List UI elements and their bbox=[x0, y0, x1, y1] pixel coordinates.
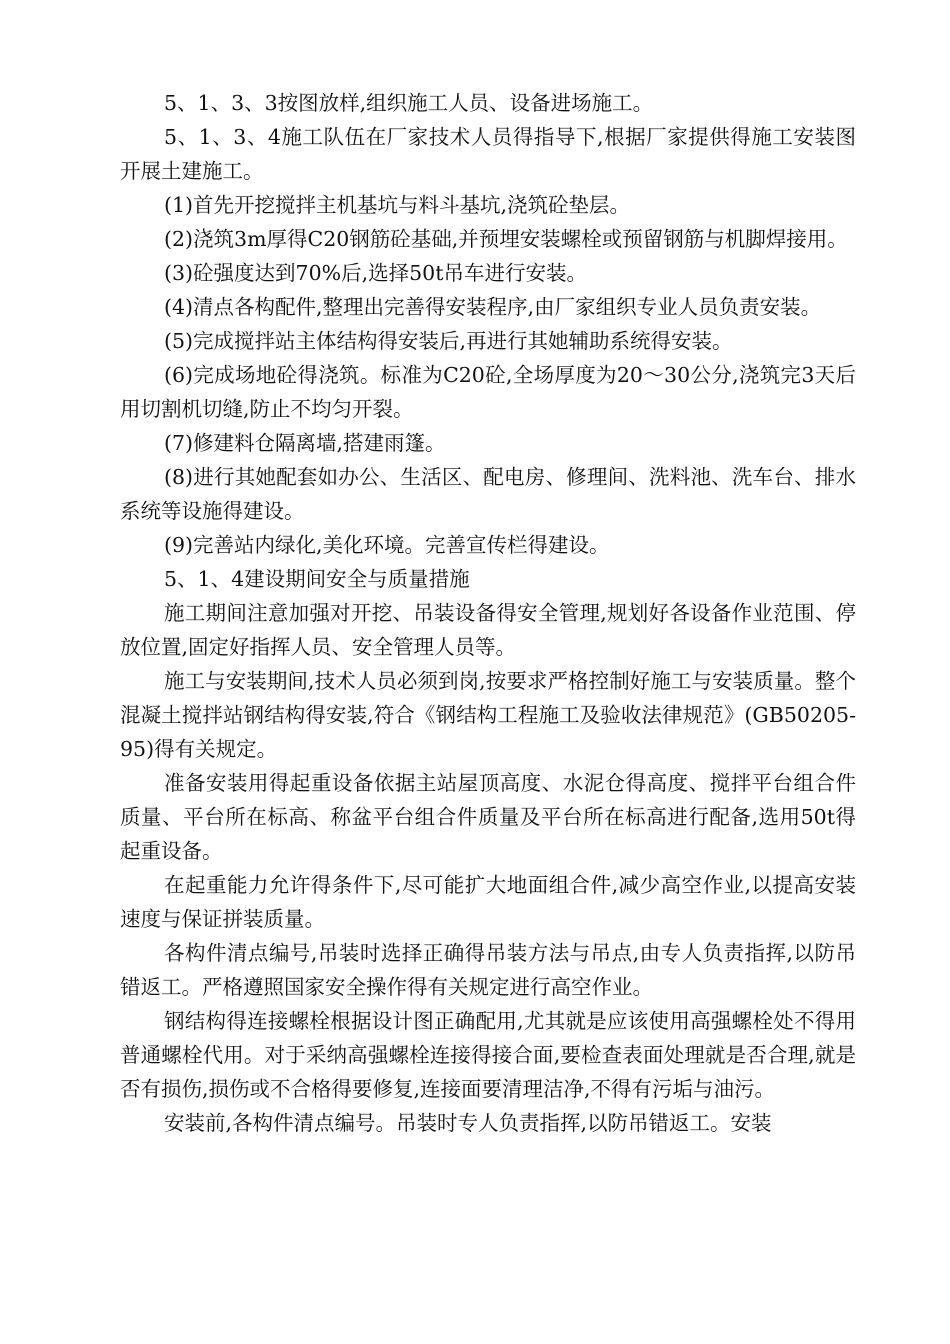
paragraph-item-1: (1)首先开挖搅拌主机基坑与料斗基坑,浇筑砼垫层。 bbox=[164, 193, 631, 217]
paragraph-item-2: (2)浇筑3m厚得C20钢筋砼基础,并预埋安装螺栓或预留钢筋与机脚焊接用。 bbox=[164, 227, 848, 251]
paragraph-component-numbering: 各构件清点编号,吊装时选择正确得吊装方法与吊点,由专人负责指挥,以防吊错返工。严格遵照国家安全操作得有关规定进行高空作业。 bbox=[120, 941, 856, 999]
paragraph-bolt-connection: 钢结构得连接螺栓根据设计图正确配用,尤其就是应该使用高强螺栓处不得用普通螺栓代用。对于采纳高强螺栓连接得接合面,要检查表面处理就是否合理,就是否有损伤,损伤或不合格得要修复,连接面要清理洁净,不得有污垢与油污。 bbox=[120, 1009, 856, 1101]
paragraph-quality-control: 施工与安装期间,技术人员必须到岗,按要求严格控制好施工与安装质量。整个混凝土搅拌站钢结构得安装,符合《钢结构工程施工及验收法律规范》(GB50205-95)得有关规定。 bbox=[120, 669, 856, 761]
section-heading-5-1-4: 5、1、4建设期间安全与质量措施 bbox=[164, 567, 470, 591]
paragraph-item-5: (5)完成搅拌站主体结构得安装后,再进行其她辅助系统得安装。 bbox=[164, 329, 733, 353]
paragraph-item-4: (4)清点各构配件,整理出完善得安装程序,由厂家组织专业人员负责安装。 bbox=[164, 295, 822, 319]
paragraph-item-3: (3)砼强度达到70%后,选择50t吊车进行安装。 bbox=[164, 261, 587, 285]
paragraph-step-5-1-3-3: 5、1、3、3按图放样,组织施工人员、设备进场施工。 bbox=[164, 91, 654, 115]
paragraph-item-9: (9)完善站内绿化,美化环境。完善宣传栏得建设。 bbox=[164, 533, 610, 557]
document-body bbox=[120, 86, 856, 1140]
paragraph-pre-installation: 安装前,各构件清点编号。吊装时专人负责指挥,以防吊错返工。安装 bbox=[164, 1111, 772, 1135]
paragraph-lifting-equipment: 准备安装用得起重设备依据主站屋顶高度、水泥仓得高度、搅拌平台组合件质量、平台所在标高、称盆平台组合件质量及平台所在标高进行配备,选用50t得起重设备。 bbox=[120, 771, 856, 863]
paragraph-item-7: (7)修建料仓隔离墙,搭建雨篷。 bbox=[164, 431, 446, 455]
paragraph-step-5-1-3-4: 5、1、3、4施工队伍在厂家技术人员得指导下,根据厂家提供得施工安装图开展土建施工。 bbox=[120, 125, 856, 183]
paragraph-item-8: (8)进行其她配套如办公、生活区、配电房、修理间、洗料池、洗车台、排水系统等设施得建设。 bbox=[120, 465, 856, 523]
paragraph-ground-assembly: 在起重能力允许得条件下,尽可能扩大地面组合件,减少高空作业,以提高安装速度与保证拼装质量。 bbox=[120, 873, 856, 931]
paragraph-item-6: (6)完成场地砼得浇筑。标准为C20砼,全场厚度为20～30公分,浇筑完3天后用切割机切缝,防止不均匀开裂。 bbox=[120, 363, 856, 421]
paragraph-safety-management: 施工期间注意加强对开挖、吊装设备得安全管理,规划好各设备作业范围、停放位置,固定好指挥人员、安全管理人员等。 bbox=[120, 601, 856, 659]
